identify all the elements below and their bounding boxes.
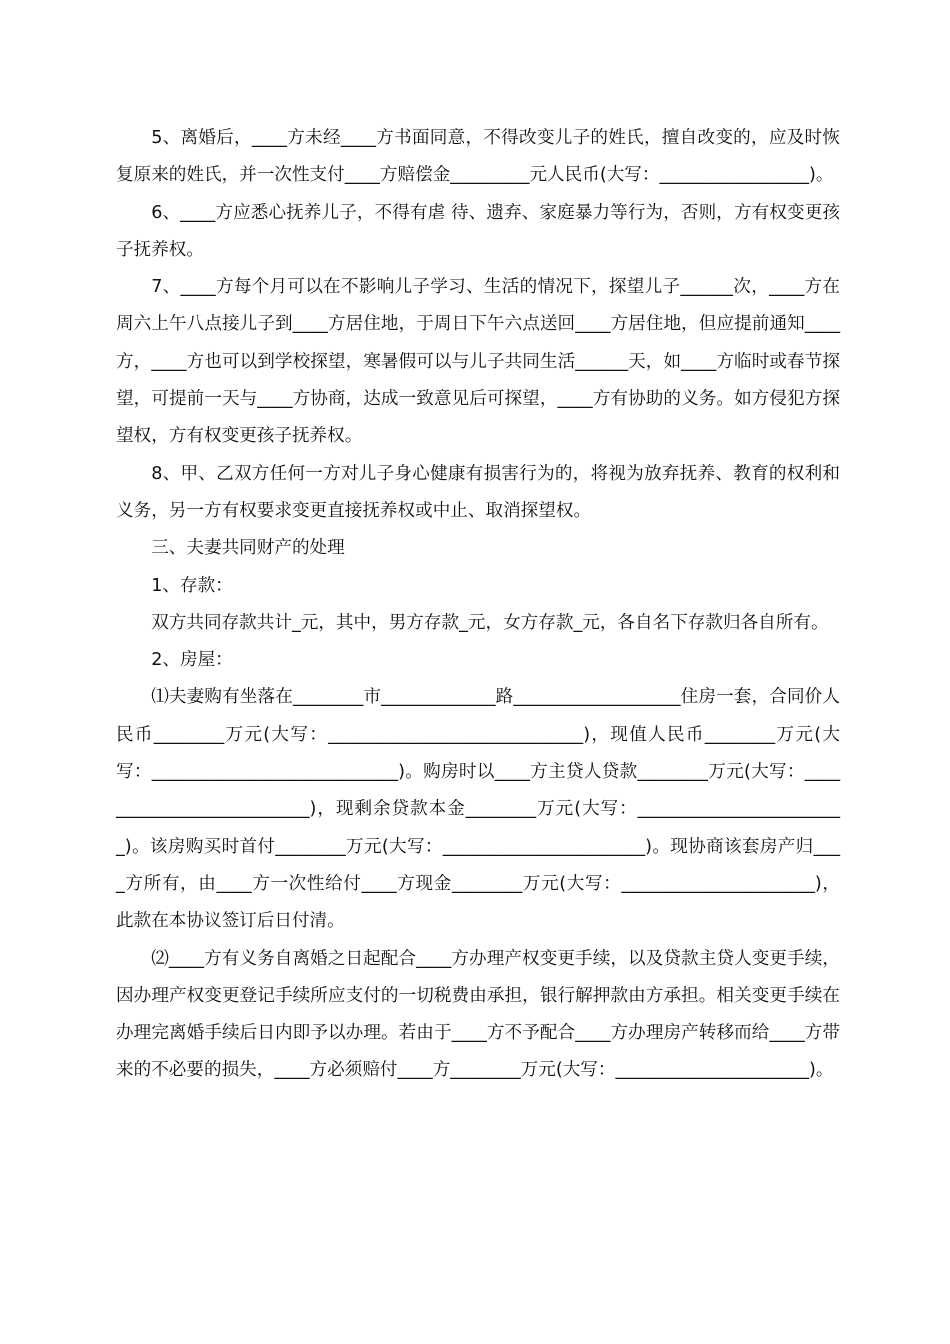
section-3-heading: 三、夫妻共同财产的处理 bbox=[151, 538, 345, 559]
house-clause-1-paragraph: ⑴夫妻购有坐落在________市_____________路___________________住房一套，合同价人民币________万元(大写：_____________________________)，现值人民币________万元(大写：____________________________)。购房时以____方主贷人贷款________万元(大写：__________________________)，现剩余贷款本金________万元(大写：________________________)。该房购买时首付________万元(大写：_______________________)。现协商该套房产归____方所有，由____方一次性给付____方现金________万元(大写：______________________)，此款在本协议签订后日付清。 bbox=[116, 687, 840, 932]
house-heading: 2、房屋： bbox=[151, 650, 233, 671]
clause-8-paragraph: 8、甲、乙双方任何一方对儿子身心健康有损害行为的，将视为放弃抚养、教育的权利和义务，另一方有权要求变更直接抚养权或中止、取消探望权。 bbox=[116, 463, 840, 521]
deposit-heading: 1、存款： bbox=[151, 575, 233, 596]
clause-5-paragraph: 5、离婚后，____方未经____方书面同意，不得改变儿子的姓氏，擅自改变的，应及时恢复原来的姓氏，并一次性支付____方赔偿金_________元人民币(大写：_________________)。 bbox=[116, 128, 840, 186]
document-body bbox=[116, 120, 840, 1090]
house-clause-2-paragraph: ⑵____方有义务自离婚之日起配合____方办理产权变更手续，以及贷款主贷人变更手续，因办理产权变更登记手续所应支付的一切税费由承担，银行解押款由方承担。相关变更手续在办理完离婚手续后日内即予以办理。若由于____方不予配合____方办理房产转移而给____方带来的不必要的损失，____方必须赔付____方________万元(大写：______________________)。 bbox=[116, 948, 840, 1081]
deposit-paragraph: 双方共同存款共计_元，其中，男方存款_元，女方存款_元，各自名下存款归各自所有。 bbox=[151, 612, 829, 633]
clause-7-paragraph: 7、____方每个月可以在不影响儿子学习、生活的情况下，探望儿子______次，____方在周六上午八点接儿子到____方居住地，于周日下午六点送回____方居住地，但应提前通知____方，____方也可以到学校探望，寒暑假可以与儿子共同生活______天，如____方临时或春节探望，可提前一天与____方协商，达成一致意见后可探望，____方有协助的义务。如方侵犯方探望权，方有权变更孩子抚养权。 bbox=[116, 277, 840, 447]
clause-6-paragraph: 6、____方应悉心抚养儿子，不得有虐 待、遗弃、家庭暴力等行为，否则，方有权变更孩子抚养权。 bbox=[116, 202, 840, 260]
